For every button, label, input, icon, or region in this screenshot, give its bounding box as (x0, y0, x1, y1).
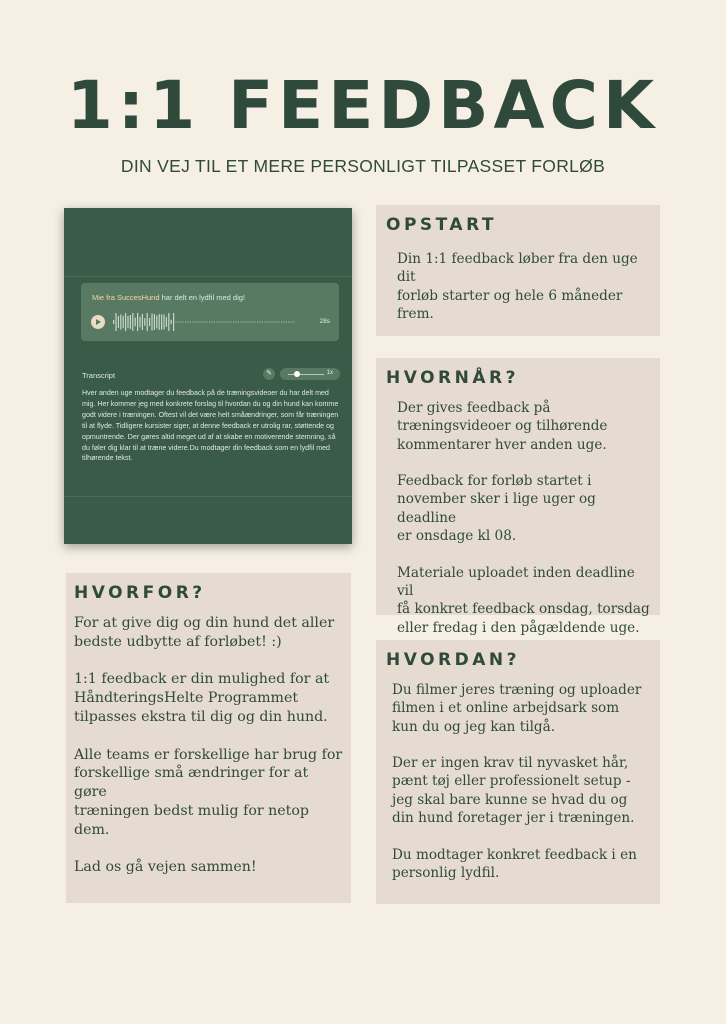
waveform-bar (243, 321, 244, 322)
waveform-bar (120, 314, 121, 329)
waveform-bar (175, 321, 176, 322)
waveform-bar (233, 321, 234, 322)
waveform-bar (245, 321, 246, 322)
play-icon[interactable] (91, 315, 105, 329)
waveform-bar (262, 321, 263, 322)
card-body: For at give dig og din hund det aller bedste udbytte af forløbet! :) 1:1 feedback er din mulighed for at HåndteringsHelte Programmet tilpasses ekstra til dig og din hund. Alle teams er forskellige har brug for forskellige små ændringer for at gøre træningen bedst mulig for netop dem. Lad os gå vejen sammen! (74, 615, 343, 876)
card-body: Der gives feedback på træningsvideoer og tilhørende kommentarer hver anden uge. Feedback for forløb startet i november sker i lige uger og deadline er onsdage kl 08. Materiale uploadet inden deadline vil få konkret feedback onsdag, torsdag eller fredag i den pågældende uge. (397, 400, 650, 636)
waveform-bar (209, 321, 210, 322)
waveform-bar (132, 313, 133, 331)
waveform-bar (267, 321, 268, 322)
waveform-bar (216, 321, 217, 322)
audio-duration: 28s (319, 318, 330, 325)
waveform-bar (293, 321, 294, 322)
waveform-bar (199, 321, 200, 322)
waveform-bar (197, 321, 198, 322)
waveform-bar (269, 321, 270, 322)
waveform-bar (247, 321, 248, 322)
waveform-bar (139, 317, 140, 328)
waveform-bar (154, 314, 155, 330)
waveform-bar (192, 321, 193, 322)
transcript-label: Transcript (82, 371, 116, 380)
waveform-bar (274, 321, 275, 322)
waveform-bar (276, 321, 277, 322)
waveform-bar (113, 320, 114, 324)
waveform-bar (259, 321, 260, 322)
waveform-bar (168, 313, 169, 331)
audio-sender: Mie fra SuccesHund (92, 293, 160, 302)
divider (64, 496, 352, 497)
waveform-bar (226, 321, 227, 322)
waveform-bar (161, 314, 162, 329)
waveform-bar (255, 321, 256, 322)
speed-knob[interactable] (294, 371, 300, 377)
waveform-bar (223, 321, 224, 322)
audio-message-card (81, 283, 339, 341)
waveform-bar (219, 321, 220, 322)
card-heading: HVORFOR? (74, 583, 206, 603)
waveform-bar (183, 321, 184, 322)
waveform-bar (149, 318, 150, 326)
waveform-bar (142, 314, 143, 330)
card-hvordan (376, 640, 660, 904)
waveform-bar (166, 317, 167, 327)
waveform-bar (125, 313, 126, 331)
waveform-bar (231, 321, 232, 322)
waveform-bar (115, 313, 116, 331)
waveform-bar (286, 321, 287, 322)
waveform-bar (291, 321, 292, 322)
waveform-bar (130, 315, 131, 329)
waveform-bar (187, 321, 188, 322)
card-body: Du filmer jeres træning og uploader filmen i et online arbejdsark som kun du og jeg kan tilgå. Der er ingen krav til nyvasket hår, pænt tøj eller professionelt setup - jeg skal bare kunne se hvad du og din hund foretager jer i træningen. Du modtager konkret feedback i en personlig lydfil. (392, 682, 642, 881)
waveform-bar (250, 321, 251, 322)
waveform-bar (173, 313, 174, 331)
audio-message: har delt en lydfil med dig! (159, 293, 245, 302)
page-title: 1:1 FEEDBACK (66, 67, 660, 144)
waveform-bar (123, 316, 124, 328)
card-opstart (376, 205, 660, 336)
waveform-bar (178, 321, 179, 322)
waveform-bar (171, 320, 172, 324)
waveform-bar (235, 321, 236, 322)
transcript-text: Hver anden uge modtager du feedback på de træningsvideoer du har delt med mig. Her kommer jeg med konkrete forslag til hvordan du og din hund kan komme godt videre i træningen. Oftest vil det være helt småændringer, som får træningen til at flyde. Tidligere kursister siger, at denne feedback er utrolig rar, støttende og opmuntrende. Der gøres altid meget ud af at skabe en motiverende stemning, så du føler dig klar til at træne videre.Du modtager din feedback som en lydfil med tilhørende tekst. (82, 389, 339, 463)
card-hvornaar (376, 358, 660, 636)
card-heading: HVORNÅR? (386, 368, 519, 388)
waveform-bar (238, 321, 239, 322)
pencil-icon[interactable]: ✎ (263, 368, 275, 380)
speed-label: 1x (326, 370, 333, 376)
waveform-bar (257, 321, 258, 322)
waveform-bar (151, 314, 152, 331)
divider (64, 276, 352, 277)
waveform-bar (221, 321, 222, 322)
waveform-bar (281, 321, 282, 322)
audio-waveform[interactable] (111, 313, 325, 331)
card-heading: OPSTART (386, 215, 498, 235)
waveform-bar (190, 321, 191, 322)
waveform-bar (288, 321, 289, 322)
waveform-bar (264, 321, 265, 322)
waveform-bar (211, 321, 212, 322)
waveform-bar (195, 321, 196, 322)
waveform-bar (283, 321, 284, 322)
waveform-bar (163, 315, 164, 330)
card-hvorfor (66, 573, 351, 903)
waveform-bar (240, 321, 241, 322)
waveform-bar (180, 321, 181, 322)
waveform-bar (214, 321, 215, 322)
waveform-bar (204, 321, 205, 322)
waveform-bar (185, 321, 186, 322)
waveform-bar (135, 318, 136, 327)
card-heading: HVORDAN? (386, 650, 520, 670)
playback-speed-slider[interactable] (280, 368, 340, 380)
waveform-bar (252, 321, 253, 322)
page-subtitle: DIN VEJ TIL ET MERE PERSONLIGT TILPASSET FORLØB (120, 156, 606, 176)
waveform-bar (159, 314, 160, 330)
waveform-bar (202, 321, 203, 322)
card-body: Din 1:1 feedback løber fra den uge dit forløb starter og hele 6 måneder frem. (397, 251, 638, 322)
waveform-bar (228, 321, 229, 322)
waveform-bar (147, 313, 148, 331)
waveform-bar (156, 316, 157, 329)
audio-message-screenshot (64, 208, 352, 544)
audio-message-text (92, 293, 245, 302)
waveform-bar (127, 316, 128, 328)
waveform-bar (144, 318, 145, 326)
waveform-bar (207, 321, 208, 322)
waveform-bar (279, 321, 280, 322)
waveform-bar (271, 321, 272, 322)
waveform-bar (118, 316, 119, 328)
waveform-bar (137, 313, 138, 331)
